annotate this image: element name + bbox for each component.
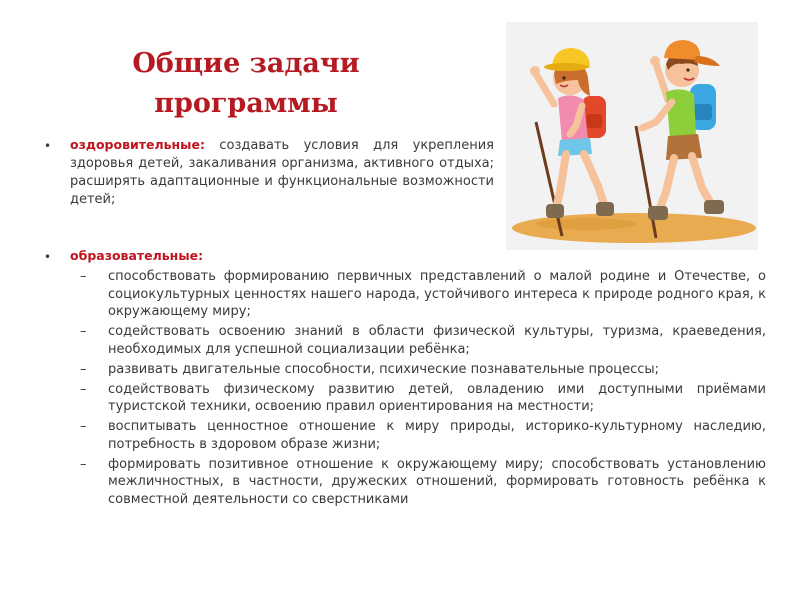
list-item (70, 381, 766, 416)
title-line-2: программы (154, 88, 338, 119)
bullet-icon: • (44, 139, 52, 153)
dash-icon: – (80, 269, 87, 284)
list-item-text: способствовать формированию первичных представлений о малой родине и Отечестве, о социокультурных ценностях нашего народа, устойчивого интереса к природе родного края, к окружающему миру; (108, 269, 766, 319)
hiking-children-illustration (506, 22, 758, 250)
education-list (70, 268, 766, 511)
dash-icon: – (80, 324, 87, 339)
list-item-text: содействовать физическому развитию детей, овладению ими доступными приёмами туристской техники, освоению правил ориентирования на местности; (108, 381, 766, 414)
dash-icon: – (80, 381, 87, 397)
list-item (70, 456, 766, 509)
dash-icon: – (80, 361, 87, 377)
health-text: создавать условия для укрепления здоровья детей, закаливания организма, активного отдыха; расширять адаптационные и функциональные возможности детей; (70, 138, 494, 207)
list-item (70, 361, 766, 379)
title-line-1: Общие задачи (132, 48, 360, 79)
list-item (70, 323, 766, 358)
list-item-text: формировать позитивное отношение к окружающему миру; способствовать установлению межличностных, в частности, дружеских отношений, формировать готовность ребёнка к совместной деятельности со сверстниками (108, 456, 766, 507)
list-item-text: воспитывать ценностное отношение к миру природы, историко-культурному наследию, потребность в здоровом образе жизни; (108, 419, 766, 452)
education-label: образовательные: (70, 248, 204, 263)
health-paragraph (70, 136, 494, 209)
list-item-text: содействовать освоению знаний в области физической культуры, туризма, краеведения, необходимых для успешной социализации ребёнка; (108, 324, 766, 357)
hiking-children-icon (506, 22, 758, 250)
health-label: оздоровительные: (70, 137, 205, 152)
list-item-text: развивать двигательные способности, психические познавательные процессы; (108, 361, 660, 377)
education-heading (70, 247, 203, 265)
dash-icon: – (80, 456, 87, 472)
dash-icon: – (80, 419, 87, 434)
page-title (96, 44, 396, 124)
list-item (70, 268, 766, 321)
bullet-icon: • (44, 250, 52, 264)
list-item (70, 418, 766, 453)
